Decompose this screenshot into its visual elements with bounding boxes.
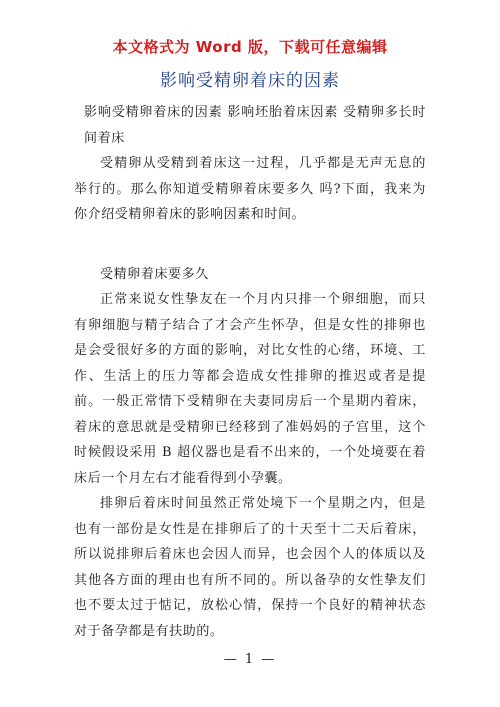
document-title: 影响受精卵着床的因素 [160,71,340,91]
document-body [74,100,426,644]
body-paragraph-1: 正常来说女性挚友在一个月内只排一个卵细胞，而只有卵细胞与精子结合了才会产生怀孕，但是女性的排卵也是会受很好多的方面的影响，对比女性的心绪，环境、工作、生活上的压力等都会造成女性排卵的推迟或者是提前。一般正常情下受精卵在夫妻同房后一个星期内着床，着床的意思就是受精卵已经移到了准妈妈的子宫里，这个时候假设采用 B 超仪器也是看不出来的，一个处境要在着床后一个月左右才能看得到小孕囊。 [74,292,426,486]
paragraph-spacer [74,228,426,262]
keywords-paragraph: 影响受精卵着床的因素 影响坯胎着床因素 受精卵多长时间着床 [84,105,426,146]
intro-paragraph: 受精卵从受精到着床这一过程，几乎都是无声无息的举行的。那么你知道受精卵着床要多久 吗?下面，我来为你介绍受精卵着床的影响因素和时间。 [74,156,426,222]
section-heading: 受精卵着床要多久 [100,266,209,282]
download-banner: 本文格式为 Word 版，下载可任意编辑 [112,38,388,56]
body-paragraph-2: 排卵后着床时间虽然正常处境下一个星期之内，但是也有一部份是女性是在排卵后了的十天至十二天后着床，所以说排卵后着床也会因人而异，也会因个人的体质以及其他各方面的理由也有所不同的。所以备孕的女性挚友们也不要太过于惦记，放松心情，保持一个良好的精神状态对于备孕都是有扶助的。 [74,496,426,639]
page-number: — 1 — [223,652,277,667]
